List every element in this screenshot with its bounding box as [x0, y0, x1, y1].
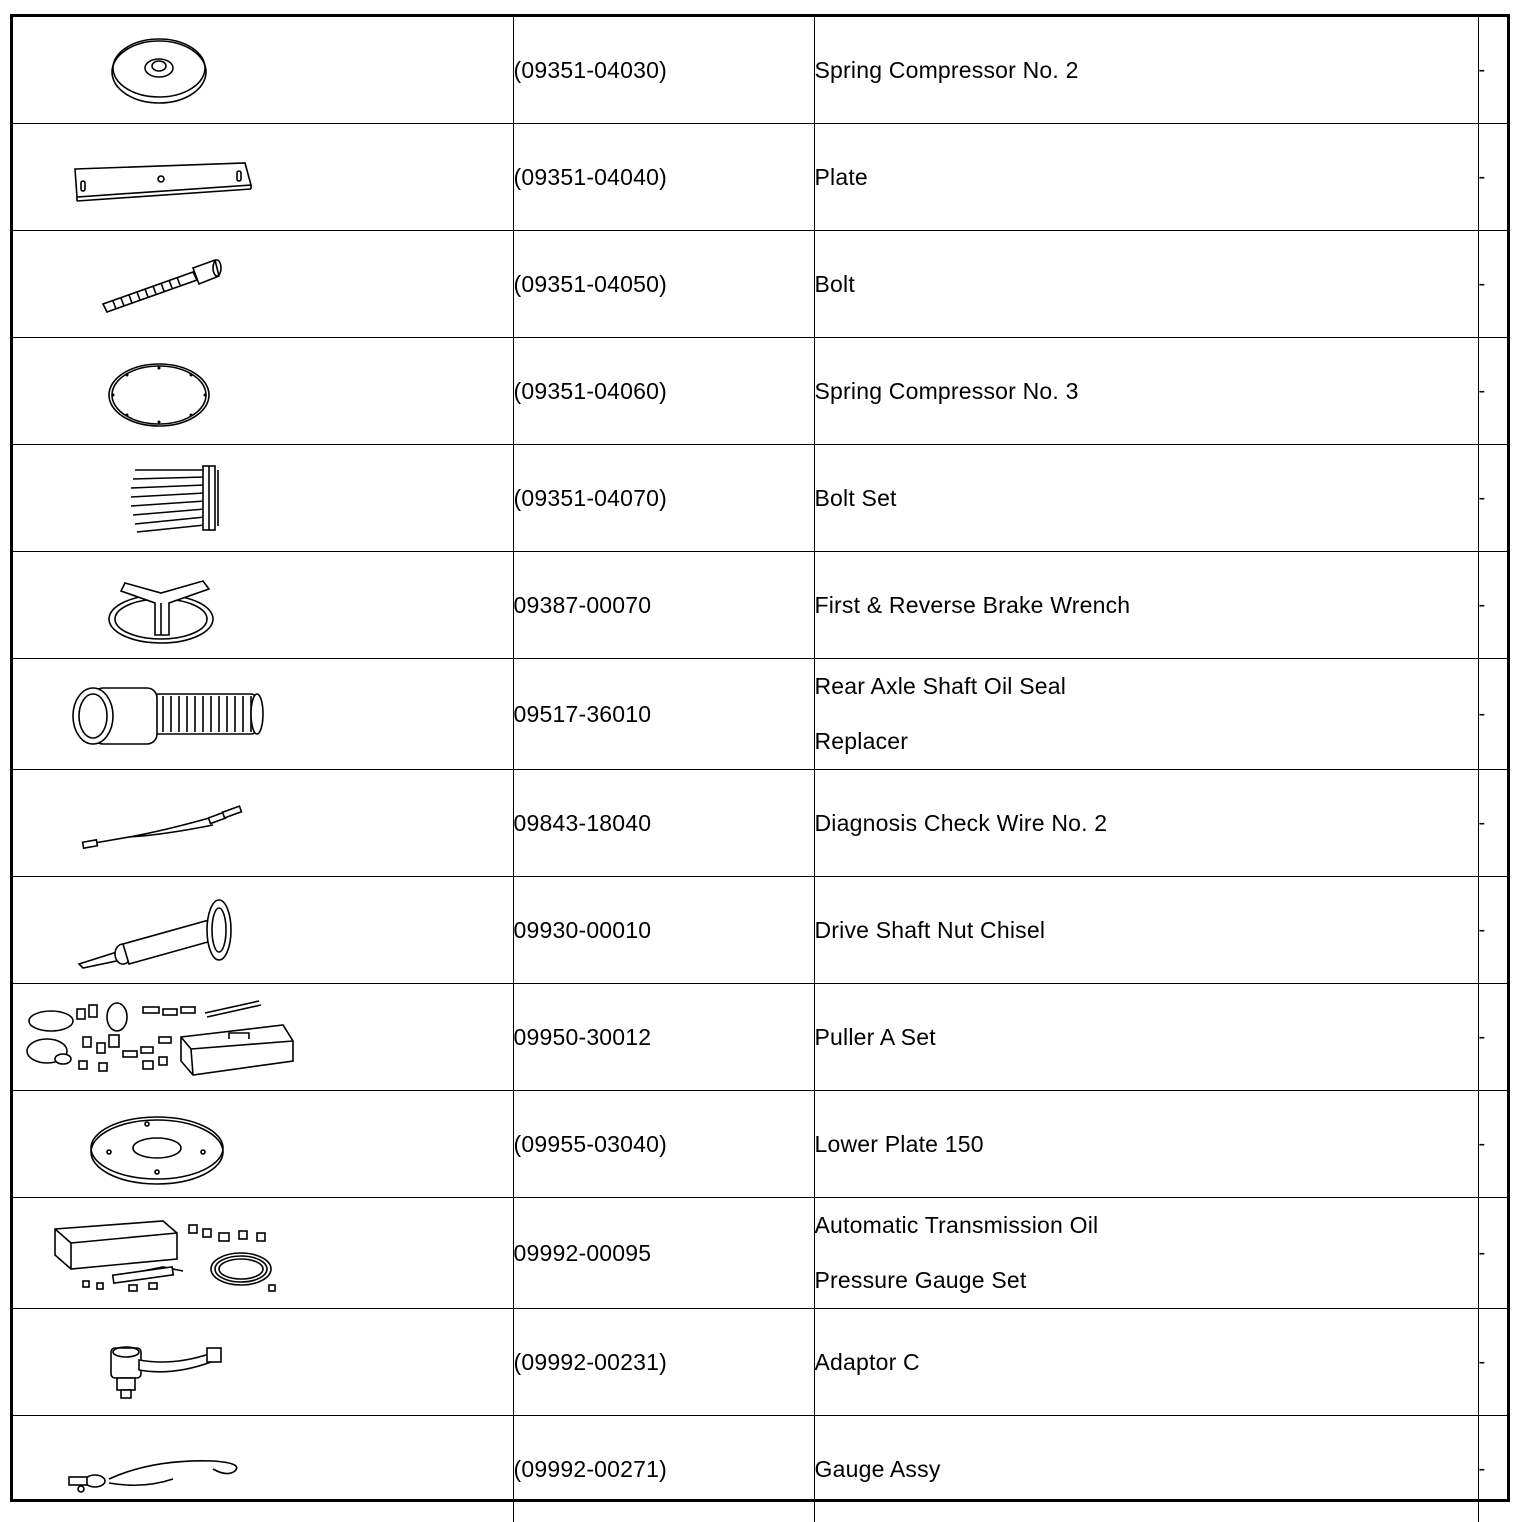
- tool-illustration-cell: [13, 984, 513, 1091]
- nut-chisel-icon: [13, 880, 313, 980]
- part-number: (09351-04040): [513, 124, 814, 231]
- note: -: [1478, 231, 1507, 338]
- tool-name: [814, 1091, 1478, 1198]
- table-row: [13, 1198, 1507, 1309]
- part-number: (09351-04050): [513, 231, 814, 338]
- part-number: (09351-04060): [513, 338, 814, 445]
- note: -: [1478, 124, 1507, 231]
- tool-illustration-cell: [13, 338, 513, 445]
- tool-name-line: Spring Compressor No. 3: [815, 364, 1478, 419]
- tool-name: [814, 338, 1478, 445]
- brake-wrench-icon: [13, 555, 313, 655]
- tool-name-line: Plate: [815, 150, 1478, 205]
- tool-illustration-cell: [13, 1416, 513, 1522]
- tool-name-line: First & Reverse Brake Wrench: [815, 578, 1478, 633]
- part-number: (09955-03040): [513, 1091, 814, 1198]
- gauge-assy-icon: [13, 1419, 313, 1519]
- adaptor-icon: [13, 1312, 313, 1412]
- tool-name: [814, 124, 1478, 231]
- tool-name-line: Spring Compressor No. 2: [815, 43, 1478, 98]
- table-row: [13, 877, 1507, 984]
- table-row: [13, 1091, 1507, 1198]
- tool-name: [814, 445, 1478, 552]
- tool-name: [814, 770, 1478, 877]
- note: -: [1478, 877, 1507, 984]
- part-number: (09351-04070): [513, 445, 814, 552]
- tool-illustration-cell: [13, 1198, 513, 1309]
- note: -: [1478, 1416, 1507, 1522]
- table-row: [13, 770, 1507, 877]
- tool-name-line: Replacer: [815, 714, 1478, 769]
- tool-name: [814, 877, 1478, 984]
- tool-illustration-cell: [13, 770, 513, 877]
- tool-name-line: Bolt: [815, 257, 1478, 312]
- spring-compressor-disc-icon: [13, 20, 313, 120]
- tool-name: [814, 659, 1478, 770]
- tool-name-line: Lower Plate 150: [815, 1117, 1478, 1172]
- tool-name-line: Rear Axle Shaft Oil Seal: [815, 659, 1478, 714]
- tool-illustration-cell: [13, 445, 513, 552]
- tool-name-line: Pressure Gauge Set: [815, 1253, 1478, 1308]
- part-number: (09351-04030): [513, 17, 814, 124]
- note: -: [1478, 338, 1507, 445]
- note: -: [1478, 1309, 1507, 1416]
- tool-name-line: Gauge Assy: [815, 1442, 1478, 1497]
- tool-name-line: Puller A Set: [815, 1010, 1478, 1065]
- table-row: [13, 338, 1507, 445]
- note: -: [1478, 770, 1507, 877]
- table-row: [13, 231, 1507, 338]
- tool-name-line: Adaptor C: [815, 1335, 1478, 1390]
- table-row: [13, 659, 1507, 770]
- special-tools-table: [13, 17, 1507, 1522]
- tool-illustration-cell: [13, 877, 513, 984]
- note: -: [1478, 552, 1507, 659]
- check-wire-icon: [13, 773, 313, 873]
- part-number: 09930-00010: [513, 877, 814, 984]
- note: -: [1478, 1198, 1507, 1309]
- table-row: [13, 124, 1507, 231]
- tool-name: [814, 1416, 1478, 1522]
- bolt-icon: [13, 234, 313, 334]
- lower-plate-icon: [13, 1094, 313, 1194]
- tool-illustration-cell: [13, 659, 513, 770]
- table-row: [13, 1416, 1507, 1522]
- part-number: 09517-36010: [513, 659, 814, 770]
- tool-name: [814, 17, 1478, 124]
- tool-name-line: Bolt Set: [815, 471, 1478, 526]
- bolt-set-icon: [13, 448, 313, 548]
- tool-illustration-cell: [13, 124, 513, 231]
- special-tools-table-frame: [10, 14, 1510, 1502]
- tool-illustration-cell: [13, 17, 513, 124]
- note: -: [1478, 1091, 1507, 1198]
- puller-set-icon: [13, 987, 313, 1087]
- tool-illustration-cell: [13, 552, 513, 659]
- part-number: 09950-30012: [513, 984, 814, 1091]
- tool-name-line: Drive Shaft Nut Chisel: [815, 903, 1478, 958]
- plate-icon: [13, 127, 313, 227]
- tool-illustration-cell: [13, 231, 513, 338]
- table-row: [13, 17, 1507, 124]
- oil-seal-replacer-icon: [13, 664, 313, 764]
- tool-name: [814, 231, 1478, 338]
- note: -: [1478, 445, 1507, 552]
- tool-name: [814, 984, 1478, 1091]
- tool-name-line: Automatic Transmission Oil: [815, 1198, 1478, 1253]
- tool-name: [814, 1198, 1478, 1309]
- tool-name: [814, 552, 1478, 659]
- table-row: [13, 445, 1507, 552]
- part-number: 09992-00095: [513, 1198, 814, 1309]
- note: -: [1478, 659, 1507, 770]
- part-number: (09992-00231): [513, 1309, 814, 1416]
- part-number: 09843-18040: [513, 770, 814, 877]
- tool-illustration-cell: [13, 1091, 513, 1198]
- note: -: [1478, 17, 1507, 124]
- spring-compressor-ring-icon: [13, 341, 313, 441]
- table-row: [13, 552, 1507, 659]
- pressure-gauge-set-icon: [13, 1203, 313, 1303]
- table-row: [13, 1309, 1507, 1416]
- tool-name-line: Diagnosis Check Wire No. 2: [815, 796, 1478, 851]
- part-number: 09387-00070: [513, 552, 814, 659]
- table-row: [13, 984, 1507, 1091]
- tool-name: [814, 1309, 1478, 1416]
- note: -: [1478, 984, 1507, 1091]
- tool-illustration-cell: [13, 1309, 513, 1416]
- part-number: (09992-00271): [513, 1416, 814, 1522]
